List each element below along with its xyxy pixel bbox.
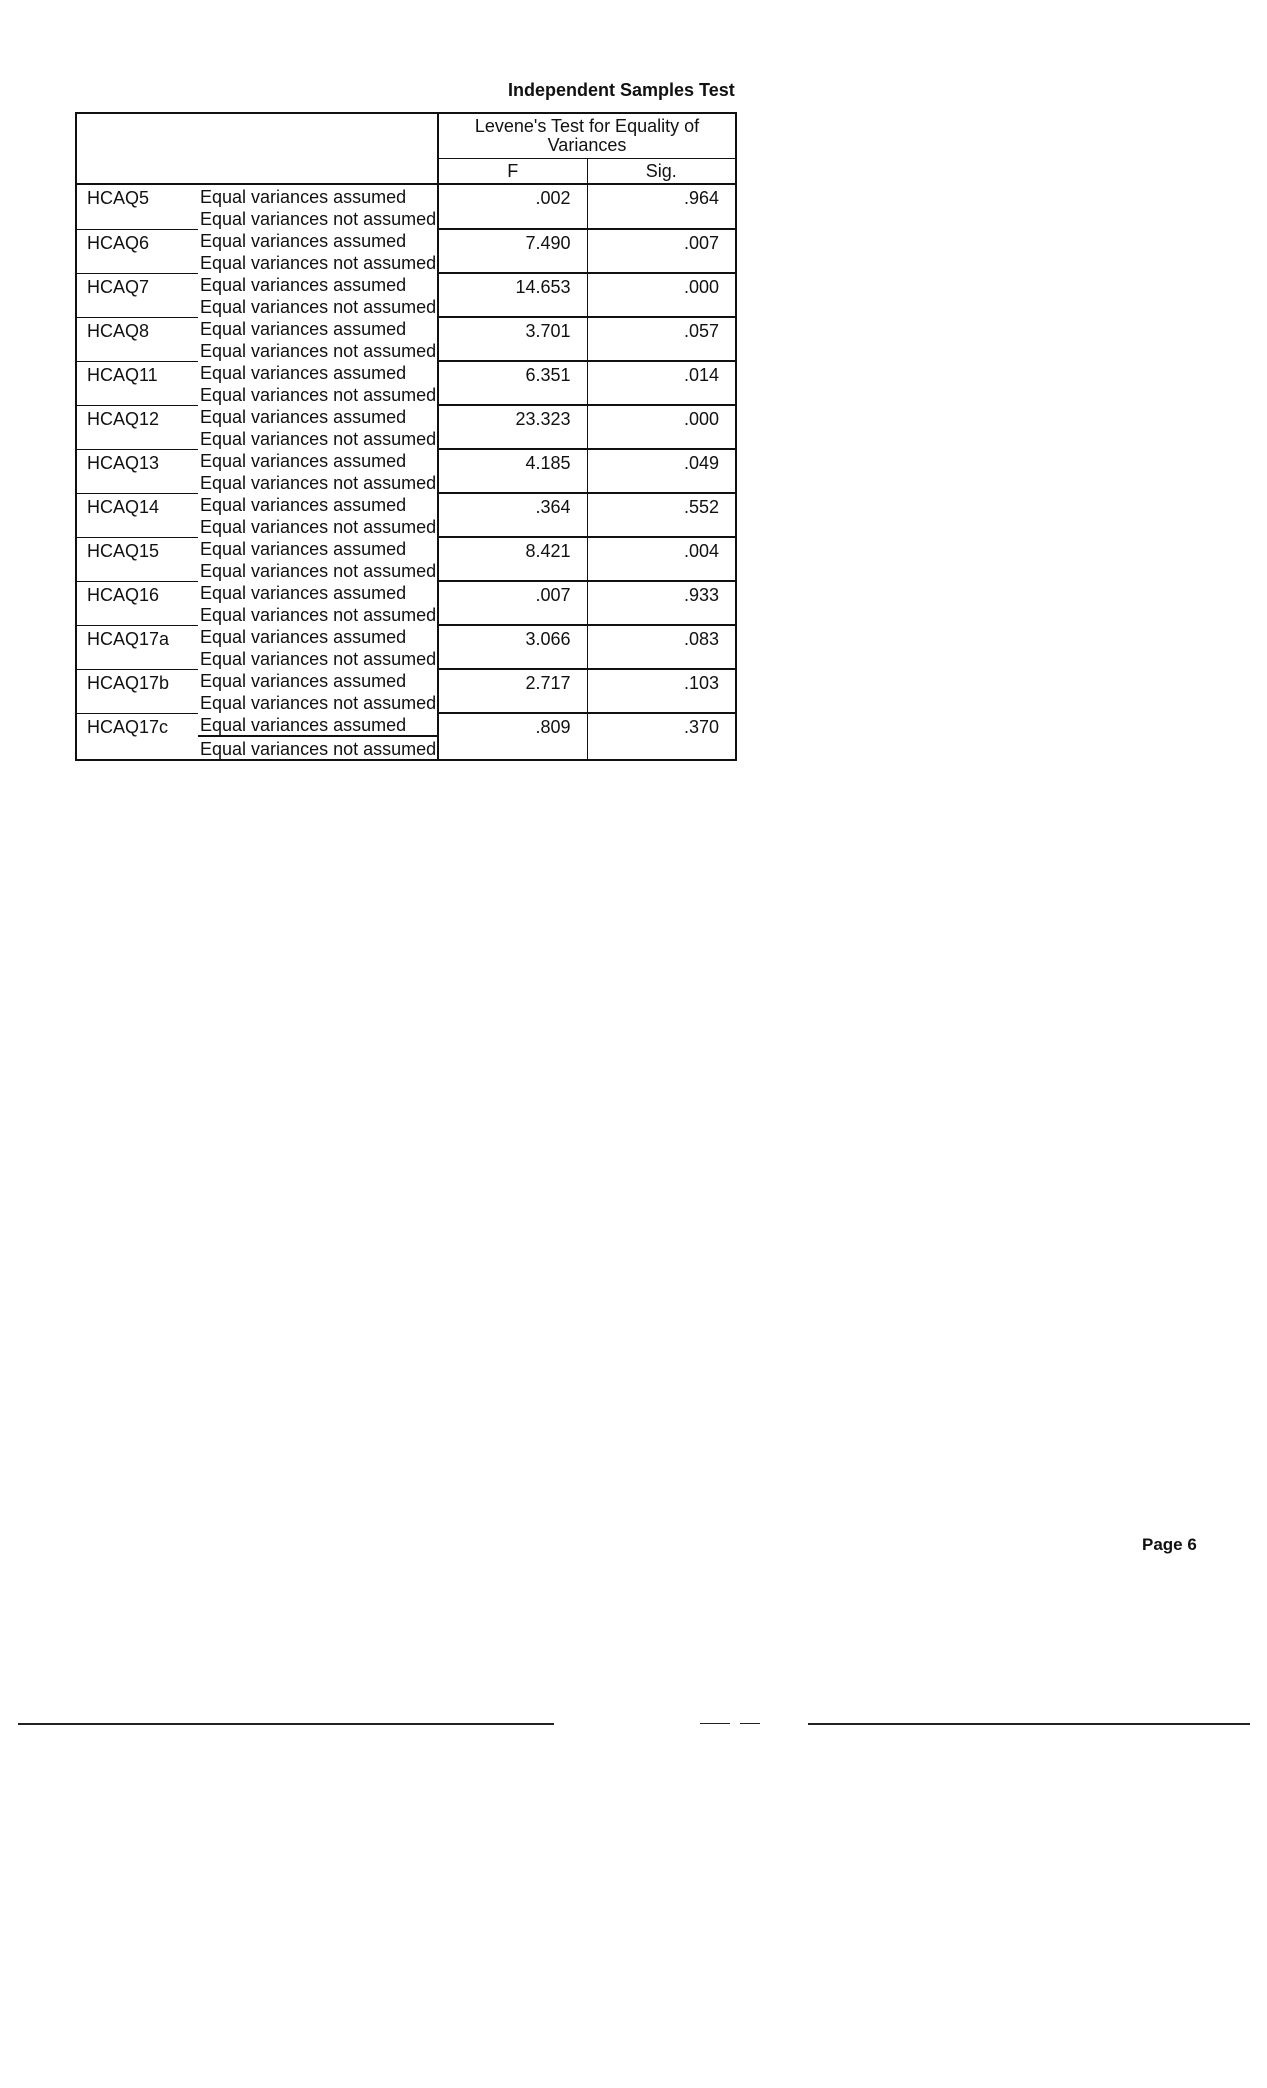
column-header-f: F [438, 159, 587, 185]
table-row [76, 317, 736, 339]
f-value: .007 [438, 581, 587, 625]
sig-value: .014 [587, 361, 736, 405]
variable-name: HCAQ17b [76, 669, 198, 713]
row-label-not-assumed: Equal variances not assumed [200, 209, 437, 229]
variable-name: HCAQ8 [76, 317, 198, 361]
table-row [76, 625, 736, 647]
row-label-not-assumed: Equal variances not assumed [200, 473, 437, 493]
row-label-assumed: Equal variances assumed [200, 451, 407, 471]
header-corner [76, 113, 438, 184]
table-title: Independent Samples Test [508, 80, 735, 100]
sig-value: .004 [587, 537, 736, 581]
sig-value: .000 [587, 273, 736, 317]
row-label-not-assumed: Equal variances not assumed [200, 649, 437, 669]
f-value: 8.421 [438, 537, 587, 581]
table-row [76, 229, 736, 251]
table-row [76, 405, 736, 427]
row-label-assumed: Equal variances assumed [198, 713, 438, 736]
row-label-assumed: Equal variances assumed [200, 363, 407, 383]
variable-name: HCAQ17c [76, 713, 198, 760]
f-value: 4.185 [438, 449, 587, 493]
row-label-assumed: Equal variances assumed [200, 671, 407, 691]
f-value: 6.351 [438, 361, 587, 405]
row-label-assumed: Equal variances assumed [200, 627, 407, 647]
row-label-not-assumed: Equal variances not assumed [200, 385, 437, 405]
row-label-not-assumed: Equal variances not assumed [200, 605, 437, 625]
row-label-assumed: Equal variances assumed [200, 539, 407, 559]
row-label-assumed: Equal variances assumed [200, 187, 407, 207]
row-label-not-assumed: Equal variances not assumed [200, 693, 437, 713]
row-label-not-assumed: Equal variances not assumed [200, 253, 437, 273]
variable-name: HCAQ12 [76, 405, 198, 449]
row-label-assumed: Equal variances assumed [200, 583, 407, 603]
sig-value: .964 [587, 184, 736, 229]
row-label-assumed: Equal variances assumed [200, 319, 407, 339]
variable-name: HCAQ6 [76, 229, 198, 273]
f-value: .809 [438, 713, 587, 760]
table-body [76, 184, 736, 760]
variable-name: HCAQ5 [76, 184, 198, 229]
table-row [76, 361, 736, 383]
table-row [76, 537, 736, 559]
sig-value: .049 [587, 449, 736, 493]
levene-header: Levene's Test for Equality of Variances [438, 113, 736, 159]
f-value: 2.717 [438, 669, 587, 713]
f-value: 7.490 [438, 229, 587, 273]
table-row [76, 449, 736, 471]
sig-value: .552 [587, 493, 736, 537]
row-label-not-assumed: Equal variances not assumed [200, 341, 437, 361]
row-label-not-assumed: Equal variances not assumed [200, 517, 437, 537]
variable-name: HCAQ13 [76, 449, 198, 493]
variable-name: HCAQ15 [76, 537, 198, 581]
f-value: 3.066 [438, 625, 587, 669]
row-label-not-assumed: Equal variances not assumed [200, 429, 437, 449]
row-label-assumed: Equal variances assumed [200, 407, 407, 427]
sig-value: .370 [587, 713, 736, 760]
sig-value: .083 [587, 625, 736, 669]
table-row [76, 669, 736, 691]
f-value: .002 [438, 184, 587, 229]
f-value: 3.701 [438, 317, 587, 361]
sig-value: .007 [587, 229, 736, 273]
row-label-assumed: Equal variances assumed [200, 495, 407, 515]
footer-rule-mid-2 [740, 1723, 760, 1724]
sig-value: .000 [587, 405, 736, 449]
f-value: 14.653 [438, 273, 587, 317]
row-label-not-assumed: Equal variances not assumed [200, 297, 437, 317]
variable-name: HCAQ17a [76, 625, 198, 669]
f-value: 23.323 [438, 405, 587, 449]
footer-rule-left [18, 1723, 554, 1725]
table-row [76, 184, 736, 207]
table-row [76, 713, 736, 736]
table-row [76, 273, 736, 295]
footer-rule-mid-1 [700, 1723, 730, 1724]
sig-value: .103 [587, 669, 736, 713]
variable-name: HCAQ7 [76, 273, 198, 317]
table-row [76, 581, 736, 603]
variable-name: HCAQ11 [76, 361, 198, 405]
sig-value: .933 [587, 581, 736, 625]
row-label-assumed: Equal variances assumed [200, 231, 407, 251]
independent-samples-test-table [75, 112, 737, 761]
footer-rule-right [808, 1723, 1250, 1725]
variable-name: HCAQ16 [76, 581, 198, 625]
page-number: Page 6 [1142, 1535, 1197, 1554]
f-value: .364 [438, 493, 587, 537]
variable-name: HCAQ14 [76, 493, 198, 537]
column-header-sig: Sig. [587, 159, 736, 185]
row-label-not-assumed: Equal variances not assumed [200, 561, 437, 581]
row-label-not-assumed: Equal variances not assumed [198, 736, 438, 760]
sig-value: .057 [587, 317, 736, 361]
table-row [76, 493, 736, 515]
row-label-assumed: Equal variances assumed [200, 275, 407, 295]
